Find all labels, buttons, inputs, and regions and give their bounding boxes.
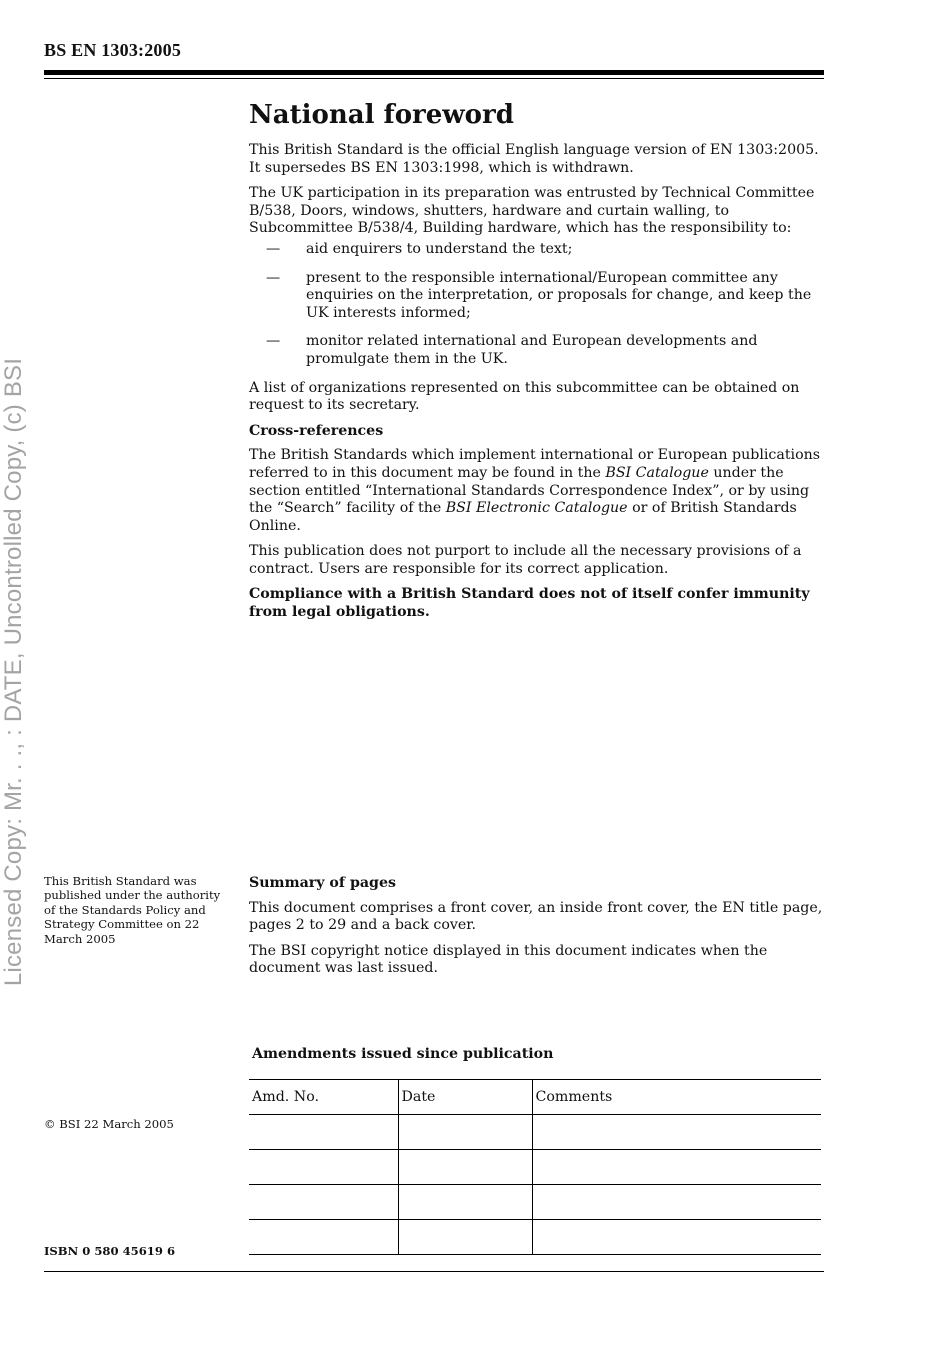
summary-heading: Summary of pages — [249, 875, 396, 891]
column-header-comments: Comments — [532, 1080, 821, 1115]
document-code: BS EN 1303:2005 — [44, 40, 182, 60]
participation-paragraph: The UK participation in its preparation was entrusted by Technical Committee B/538, Doors, windows, shutters, hardware and curtain walling, to Subcommittee B/538/4, Building hardware, which has the responsibility to: — [249, 185, 815, 237]
provisions-paragraph: This publication does not purport to include all the necessary provisions of a contract. Users are responsible for its correct application. — [249, 543, 802, 577]
table-header-row — [249, 1080, 821, 1115]
column-header-amd-no: Amd. No. — [249, 1080, 398, 1115]
organizations-paragraph: A list of organizations represented on this subcommittee can be obtained on request to its secretary. — [249, 379, 800, 414]
publication-authority-note: This British Standard was published under the authority of the Standards Policy and Strategy Committee on 22 March 2005 — [44, 874, 221, 946]
copyright-notice-paragraph: The BSI copyright notice displayed in this document indicates when the document was last issued. — [249, 942, 768, 977]
table-row — [249, 1185, 821, 1220]
bsi-electronic-catalogue-ref: BSI Electronic Catalogue — [445, 500, 628, 517]
isbn: ISBN 0 580 45619 6 — [44, 1244, 176, 1258]
header-rule-thin — [44, 78, 824, 79]
table-row — [249, 1115, 821, 1150]
cross-references-paragraph: The British Standards which implement international or European publications referred to in this document may be found in the BSI Catalogue under the section entitled “International Standards Correspondence Index”, or by using the “Search” facility of the BSI Electronic Catalogue or of British Standards Online. — [249, 447, 821, 534]
dash-marker: — — [266, 240, 281, 257]
amendments-table — [249, 1079, 821, 1255]
license-watermark: Licensed Copy: Mr. . ., : DATE, Uncontrolled Copy, (c) BSI — [0, 357, 27, 987]
responsibility-list — [249, 241, 824, 369]
national-foreword-section — [249, 100, 824, 630]
intro-paragraph: This British Standard is the official English language version of EN 1303:2005. It supersedes BS EN 1303:1998, which is withdrawn. — [249, 142, 819, 176]
bsi-catalogue-ref: BSI Catalogue — [605, 464, 709, 481]
summary-of-pages-section — [249, 875, 824, 986]
table-row — [249, 1220, 821, 1255]
amendments-title: Amendments issued since publication — [252, 1046, 554, 1062]
page-title: National foreword — [249, 100, 514, 130]
dash-marker: — — [266, 269, 281, 286]
column-header-date: Date — [398, 1080, 532, 1115]
footer-rule — [44, 1271, 824, 1272]
header-rule-thick — [44, 70, 824, 75]
copyright-line: © BSI 22 March 2005 — [44, 1117, 174, 1131]
summary-paragraph: This document comprises a front cover, an inside front cover, the EN title page, pages 2 to 29 and a back cover. — [249, 899, 823, 934]
table-row — [249, 1150, 821, 1185]
dash-marker: — — [266, 333, 281, 350]
list-item: — aid enquirers to understand the text; — [266, 240, 573, 257]
compliance-statement: Compliance with a British Standard does not of itself confer immunity from legal obligations. — [249, 586, 810, 621]
list-item: — monitor related international and European developments and promulgate them in the UK. — [266, 333, 758, 367]
list-item: — present to the responsible international/European committee any enquiries on the interpretation, or proposals for change, and keep the UK interests informed; — [266, 269, 812, 321]
cross-references-heading: Cross-references — [249, 422, 384, 439]
